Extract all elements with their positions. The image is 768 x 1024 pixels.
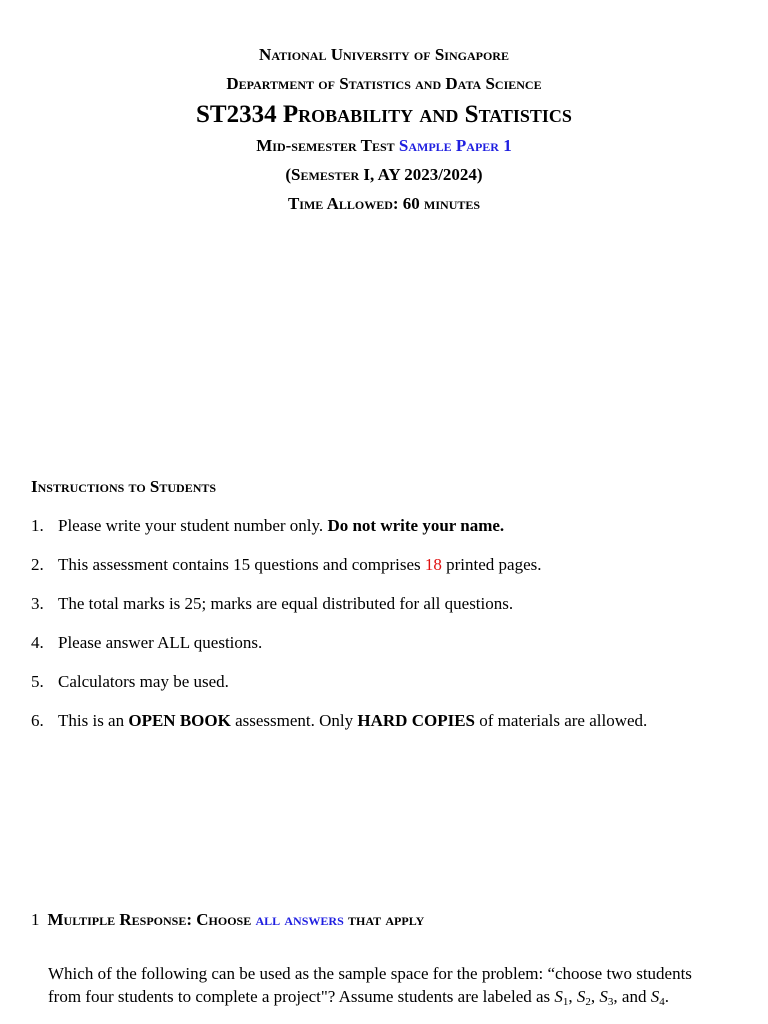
sample-paper-label: Sample Paper 1 <box>398 136 512 155</box>
instructions-heading: Instructions to Students <box>31 477 217 496</box>
university-name: National University of Singapore <box>259 45 509 64</box>
instruction-item: 3. The total marks is 25; marks are equal distributed for all questions. <box>31 594 514 613</box>
instruction-item: 1. Please write your student number only. Do not write your name. <box>31 516 505 535</box>
question-1-body: Which of the following can be used as the sample space for the problem: “choose two students from four students to complete a project"? Assume students are labeled as $S_1$, $S_2$, $S_3$, and $S_4$. <box>48 964 692 1008</box>
question-number: 1 <box>31 910 40 929</box>
semester-label: (Semester I, AY 2023/2024) <box>285 165 483 184</box>
instruction-item: 2. This assessment contains 15 questions and comprises 18 printed pages. <box>31 555 542 574</box>
instruction-item: 5. Calculators may be used. <box>31 672 229 691</box>
course-title: ST2334 Probability and Statistics <box>196 101 572 128</box>
instruction-item: 6. This is an OPEN BOOK assessment. Only HARD COPIES of materials are allowed. <box>31 711 648 730</box>
department-name: Department of Statistics and Data Science <box>226 74 542 93</box>
question-1-heading: 1 Multiple Response: Choose all answers that apply <box>31 910 425 929</box>
instructions-list <box>31 513 751 747</box>
exam-header <box>0 40 768 218</box>
test-title <box>0 131 768 160</box>
test-prefix: Mid-semester Test <box>256 136 395 155</box>
page-count: 18 <box>424 555 442 574</box>
instruction-item: 4. Please answer ALL questions. <box>31 633 263 652</box>
time-allowed: Time Allowed: 60 minutes <box>287 194 481 213</box>
all-answers-label: all answers <box>255 910 344 929</box>
